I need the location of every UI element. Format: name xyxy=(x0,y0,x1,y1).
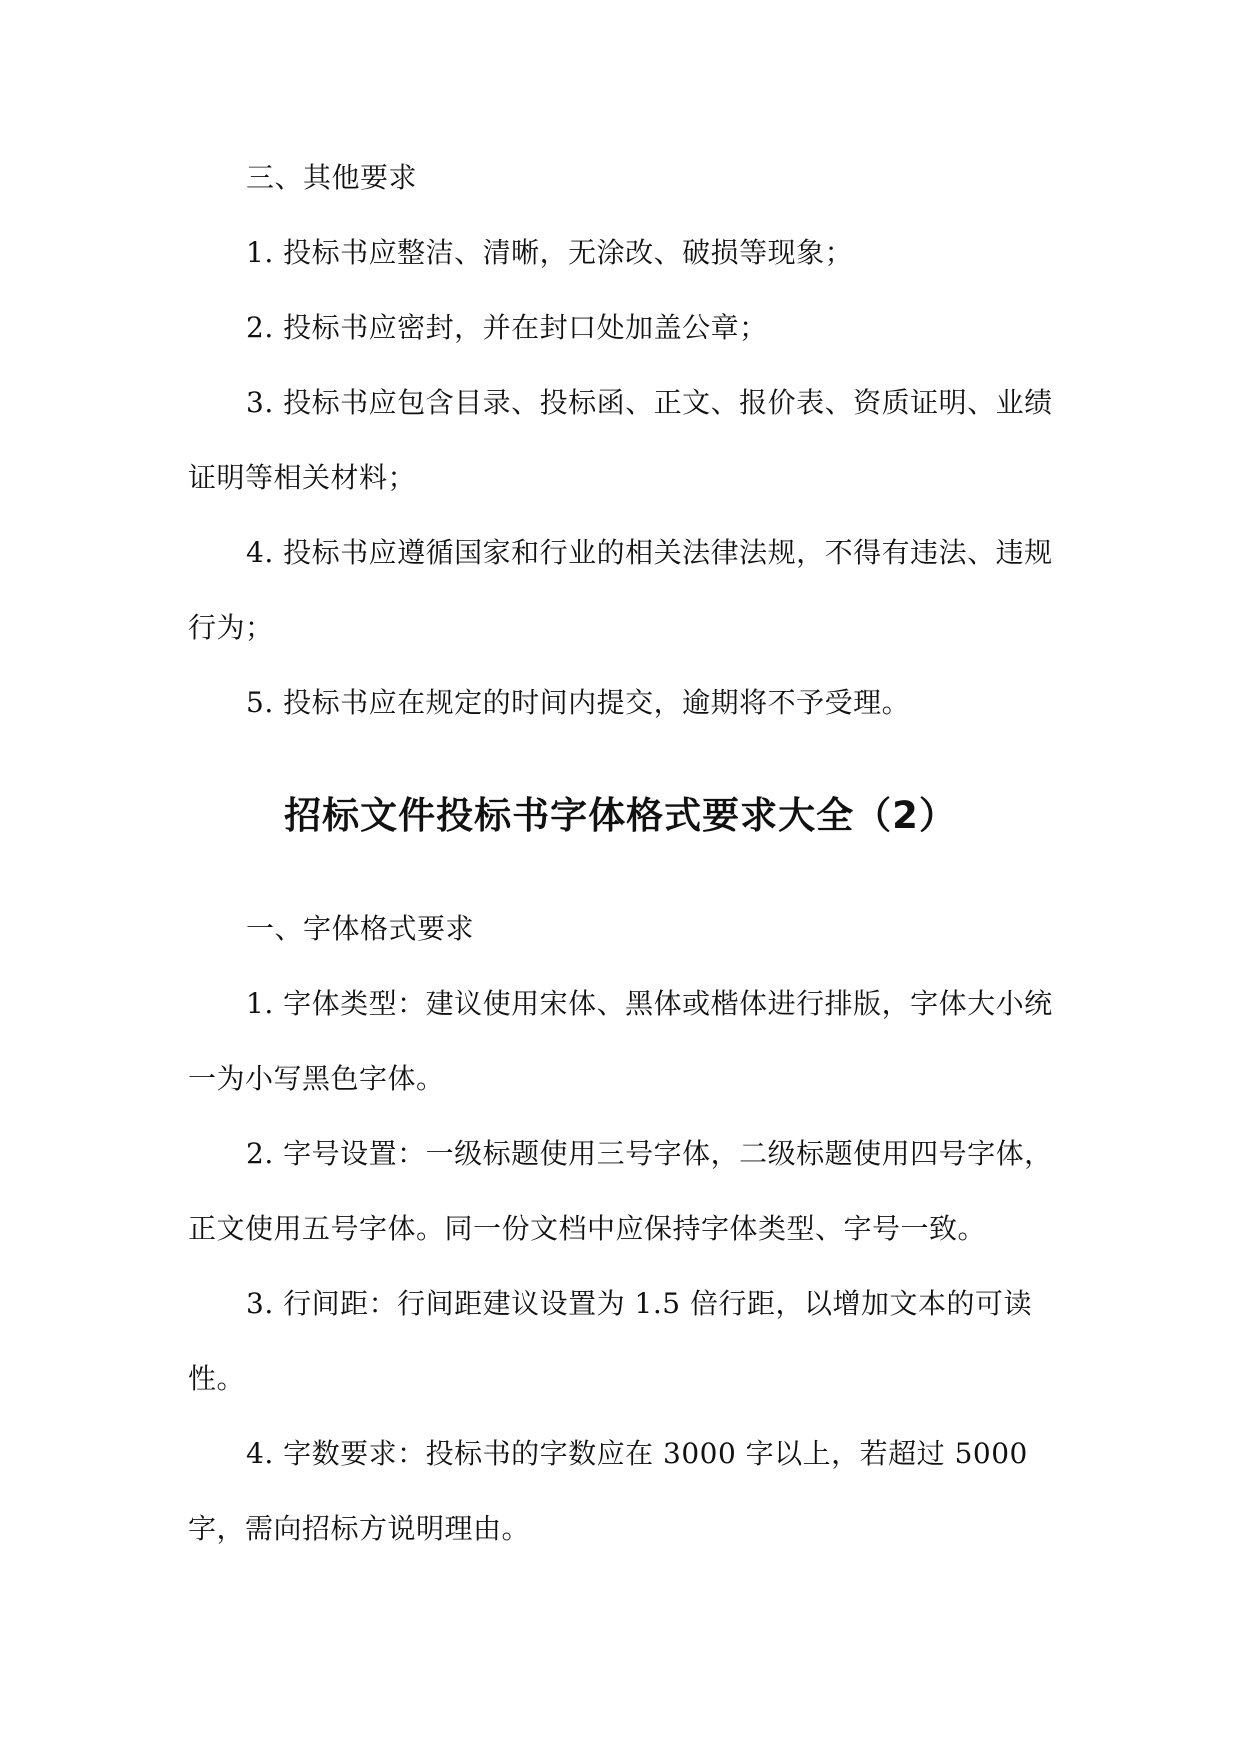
list-item: 4. 字数要求：投标书的字数应在 3000 字以上，若超过 5000 字，需向招标方说明理由。 xyxy=(188,1437,1028,1545)
list-item: 4. 投标书应遵循国家和行业的相关法律法规，不得有违法、违规行为； xyxy=(188,536,1053,644)
document-body xyxy=(188,140,1053,1566)
section-heading-font-format: 一、字体格式要求 xyxy=(246,912,475,945)
list-item: 1. 投标书应整洁、清晰，无涂改、破损等现象； xyxy=(246,236,854,269)
list-item: 2. 投标书应密封，并在封口处加盖公章； xyxy=(246,311,768,344)
list-item: 3. 投标书应包含目录、投标函、正文、报价表、资质证明、业绩证明等相关材料； xyxy=(188,386,1053,494)
document-title: 招标文件投标书字体格式要求大全（2） xyxy=(284,794,957,837)
section-heading-other-requirements: 三、其他要求 xyxy=(246,161,418,194)
list-item: 2. 字号设置：一级标题使用三号字体，二级标题使用四号字体，正文使用五号字体。同一份文档中应保持字体类型、字号一致。 xyxy=(188,1137,1053,1245)
list-item: 3. 行间距：行间距建议设置为 1.5 倍行距，以增加文本的可读性。 xyxy=(188,1287,1032,1395)
list-item: 5. 投标书应在规定的时间内提交，逾期将不予受理。 xyxy=(246,686,911,719)
list-item: 1. 字体类型：建议使用宋体、黑体或楷体进行排版，字体大小统一为小写黑色字体。 xyxy=(188,987,1053,1095)
